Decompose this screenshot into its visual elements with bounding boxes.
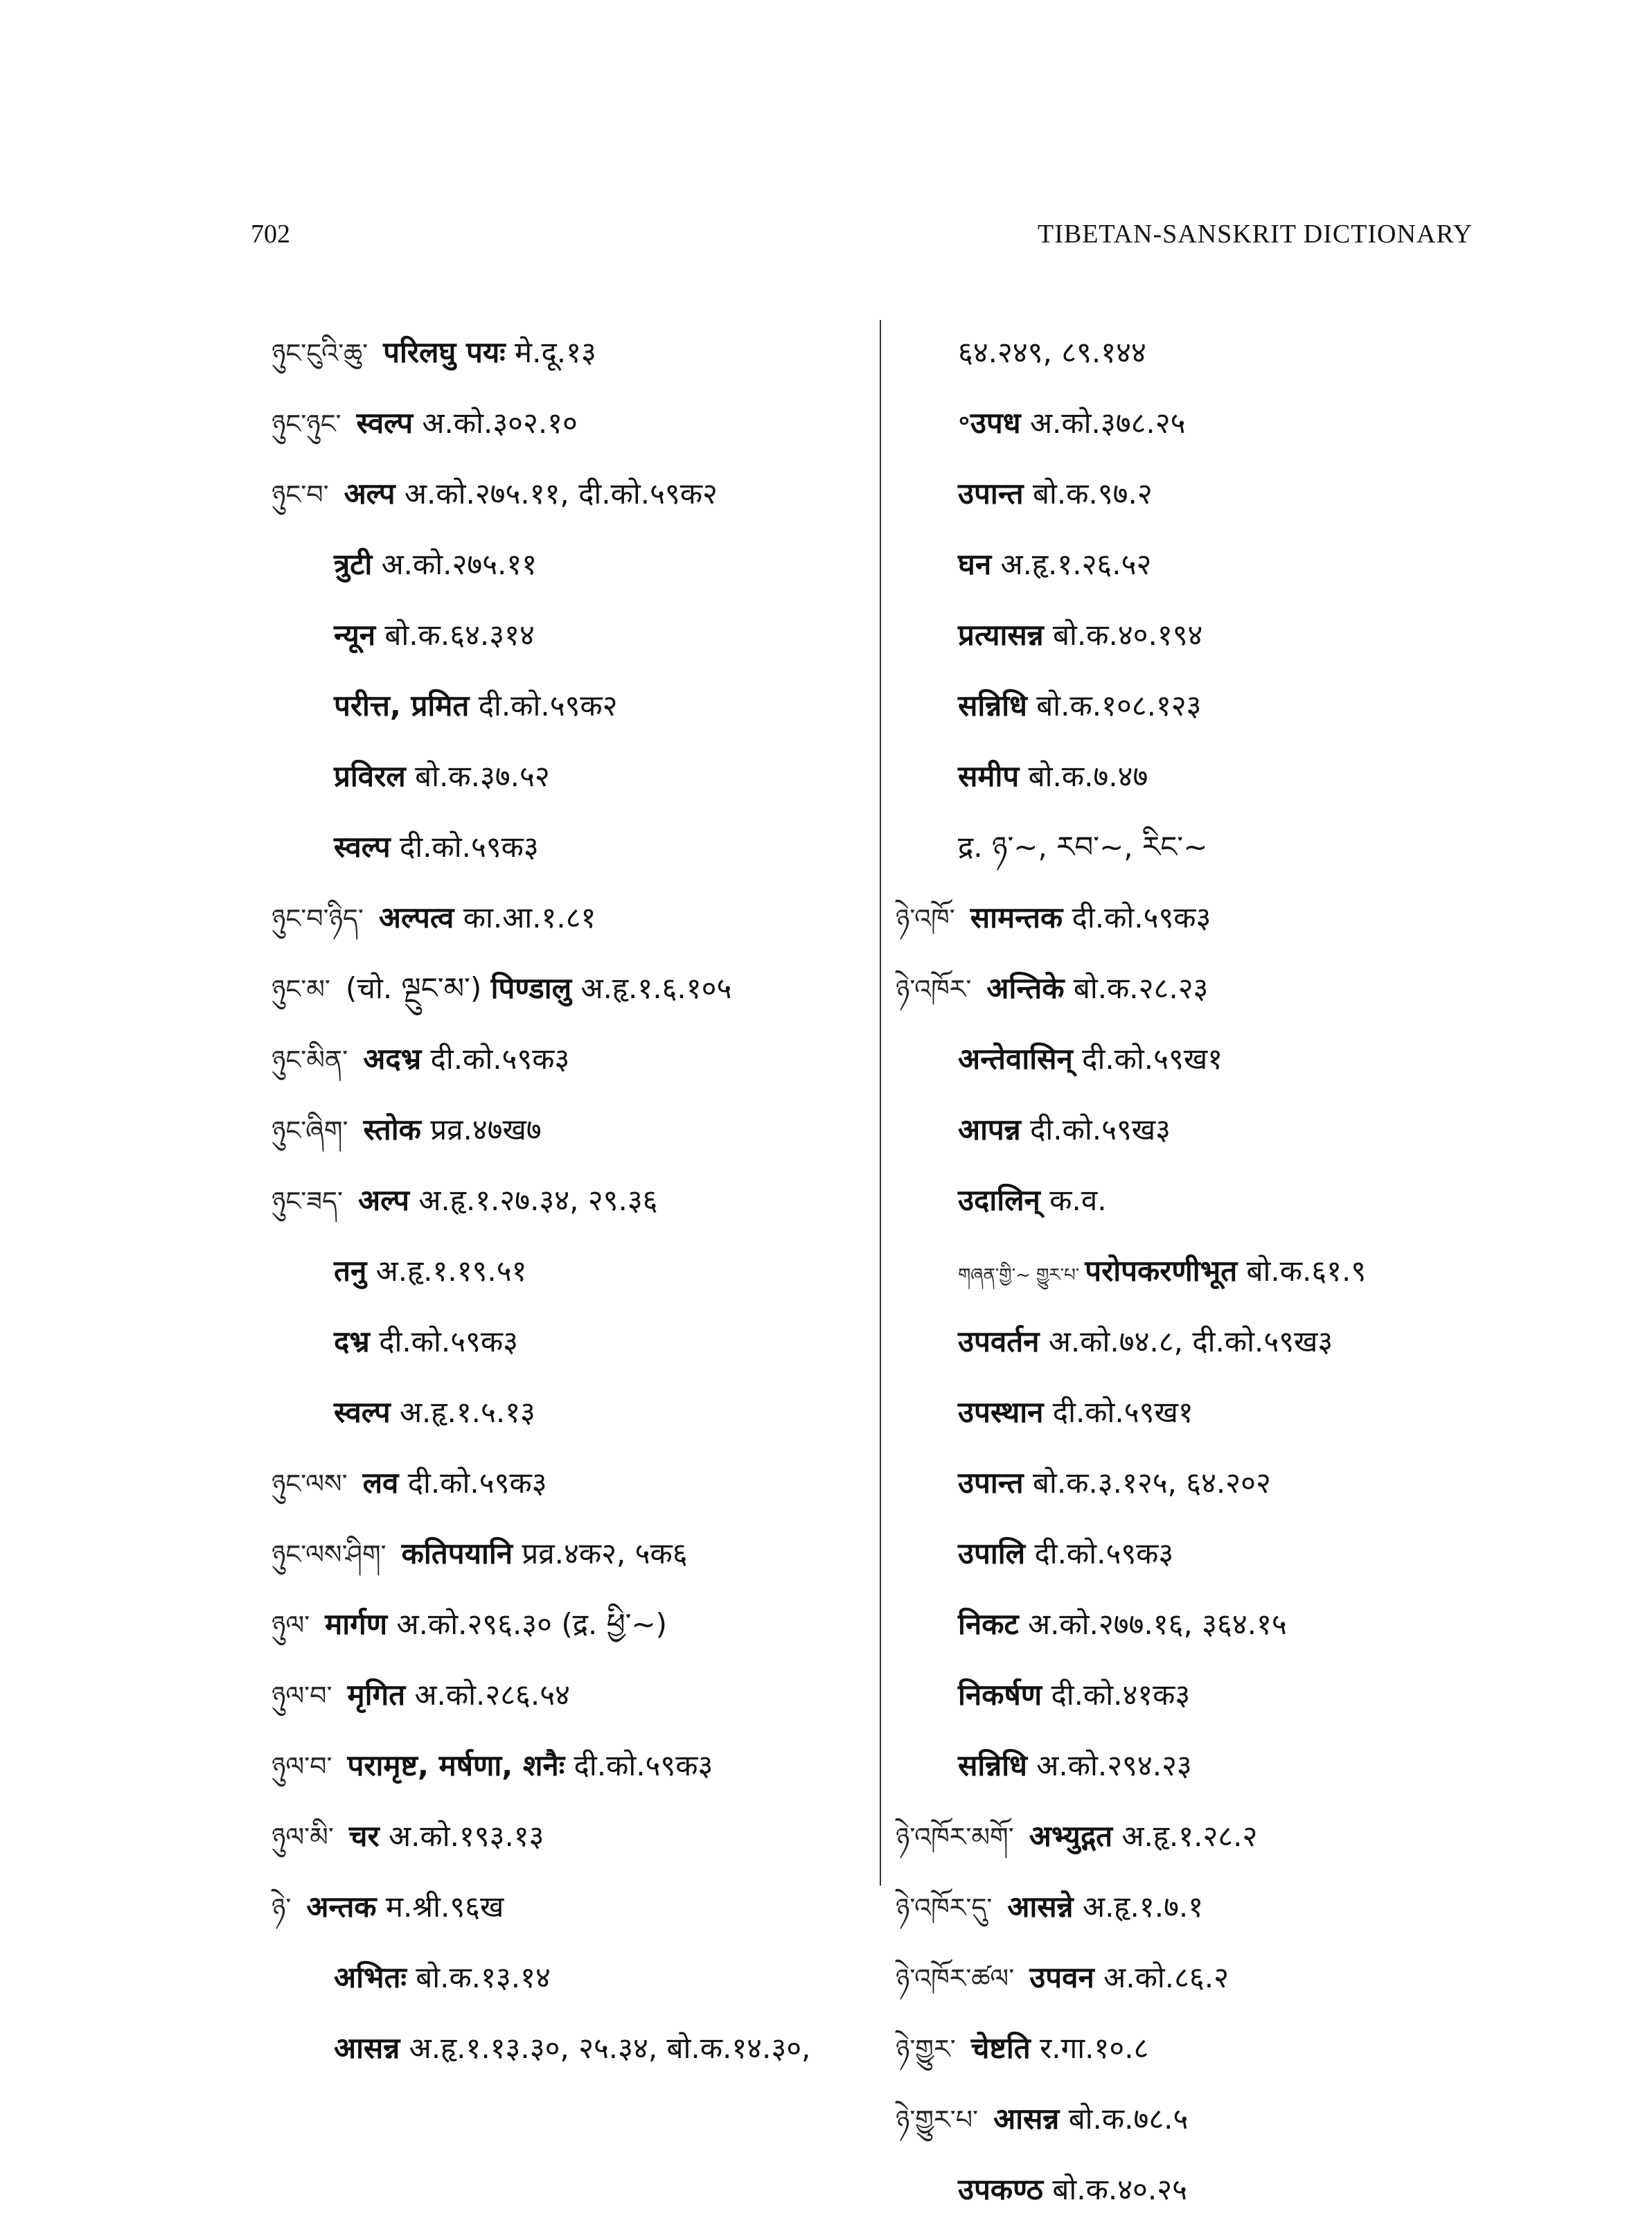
sanskrit-equivalent: उपवर्तन: [958, 1324, 1040, 1358]
sanskrit-equivalent: अल्प: [344, 477, 396, 511]
sanskrit-equivalent: परामृष्ट, मर्षणा, शनैः: [347, 1748, 565, 1782]
entry-sense: [896, 1165, 1540, 1236]
sanskrit-equivalent: तनु: [334, 1254, 367, 1288]
dictionary-entry: [896, 1801, 1540, 1872]
sanskrit-equivalent: उपालि: [958, 1536, 1026, 1570]
right-column: [896, 317, 1540, 2225]
sanskrit-equivalent: उपान्त: [958, 1466, 1024, 1500]
tibetan-headword: ཉེ་འཁོར་དུ་: [896, 1892, 993, 1923]
source-reference: ६४.२४९, ८९.१४४: [958, 335, 1146, 369]
left-column: [272, 317, 867, 2084]
source-reference: बो.क.४०.१९४: [1053, 618, 1203, 652]
sanskrit-equivalent: स्वल्प: [334, 1395, 391, 1429]
entry-sense: [272, 2013, 867, 2084]
entry-sense: [272, 1942, 867, 2013]
entry-sense: [896, 1448, 1540, 1518]
running-head: TIBETAN-SANSKRIT DICTIONARY: [1038, 220, 1473, 249]
tibetan-headword: ཉུང་ལས་: [272, 1469, 348, 1499]
entry-sense: [896, 1306, 1540, 1377]
sanskrit-equivalent: अल्प: [357, 1183, 409, 1217]
sanskrit-equivalent: न्यून: [334, 618, 376, 652]
entry-sense: [896, 1024, 1540, 1094]
sanskrit-equivalent: प्रविरल: [334, 759, 406, 793]
entry-sense: [896, 741, 1540, 812]
tibetan-headword: ཉུང་ཉུང་: [272, 409, 341, 439]
column-divider: [880, 320, 881, 1886]
entry-sense: [896, 529, 1540, 600]
source-reference: दी.को.५९क२: [478, 689, 618, 723]
sanskrit-equivalent: आसन्न: [334, 2031, 400, 2065]
sanskrit-equivalent: उदालिन्: [958, 1183, 1040, 1217]
sanskrit-equivalent: सन्निधि: [958, 689, 1027, 723]
entry-sense: [896, 812, 1540, 883]
source-reference: अ.हृ.१.७.१: [1082, 1890, 1204, 1924]
sanskrit-equivalent: पिण्डालु: [490, 971, 572, 1005]
source-reference: दी.को.५९क३: [1072, 901, 1211, 934]
sanskrit-equivalent: स्वल्प: [356, 406, 414, 440]
dictionary-entry: [272, 1660, 867, 1730]
sanskrit-equivalent: आसन्ने: [1007, 1890, 1074, 1924]
source-reference: दी.को.५९क३: [407, 1466, 547, 1500]
entry-sense: [896, 671, 1540, 741]
source-reference: दी.को.५९क३: [379, 1324, 518, 1358]
entry-sense: [896, 600, 1540, 671]
tibetan-headword: ཉེ་འཁོ་: [896, 903, 955, 934]
source-reference: बो.क.३.१२५, ६४.२०२: [1033, 1466, 1271, 1500]
entry-sense: [896, 1660, 1540, 1730]
sanskrit-equivalent: सामन्तक: [970, 901, 1063, 934]
sanskrit-equivalent: निकट: [958, 1607, 1019, 1641]
dictionary-entry: [272, 459, 867, 529]
sanskrit-equivalent: उपकण्ठ: [958, 2172, 1044, 2206]
sanskrit-equivalent: कतिपयानि: [401, 1536, 513, 1570]
dictionary-entry: [896, 2084, 1540, 2154]
entry-sense: [896, 459, 1540, 529]
source-reference: प्रव्र.४क२, ५क६: [522, 1536, 688, 1570]
source-reference: दी.को.५९क३: [430, 1042, 570, 1076]
sanskrit-equivalent: सन्निधि: [958, 1748, 1027, 1782]
source-reference: अ.हृ.१.२६.५२: [1000, 547, 1152, 581]
sanskrit-equivalent: अभ्युद्गत: [1029, 1819, 1113, 1853]
sanskrit-equivalent: अदभ्र: [363, 1042, 422, 1076]
entry-sense: [896, 388, 1540, 459]
source-reference: बो.क.७८.५: [1068, 2102, 1189, 2136]
entry-sense: [896, 317, 1540, 388]
source-reference: अ.हृ.१.२८.२: [1121, 1819, 1258, 1853]
source-reference: दी.को.५९क३: [399, 830, 539, 864]
entry-sense: [272, 1236, 867, 1306]
source-reference: अ.हृ.१.५.१३: [399, 1395, 535, 1429]
dictionary-entry: [896, 953, 1540, 1024]
tibetan-headword: ཉེ་གྱུར་: [896, 2034, 956, 2064]
dictionary-entry: [896, 1942, 1540, 2013]
entry-lead-mark: ॰: [958, 406, 970, 440]
source-reference: दी.को.५९ख१: [1082, 1042, 1223, 1076]
sanskrit-equivalent: परीत्त, प्रमित: [334, 689, 470, 723]
tibetan-headword: ཉེ་འཁོར་ཚལ་: [896, 1963, 1015, 1994]
source-reference: बो.क.१३.१४: [416, 1960, 551, 1994]
dictionary-entry: [272, 1024, 867, 1094]
entry-sense: [272, 812, 867, 883]
source-reference: दी.को.४१क३: [1051, 1678, 1191, 1712]
tibetan-headword: ཉུལ་མི་: [272, 1822, 334, 1852]
sanskrit-equivalent: उपध: [970, 406, 1021, 440]
dictionary-entry: [272, 1730, 867, 1801]
source-reference: अ.को.३०२.१०: [422, 406, 578, 440]
dictionary-entry: [272, 1589, 867, 1660]
entry-sense: [272, 600, 867, 671]
source-reference: अ.को.२७५.११: [381, 547, 538, 581]
sanskrit-equivalent: स्तोक: [363, 1112, 421, 1146]
entry-sense: [896, 1236, 1540, 1306]
sanskrit-equivalent: आसन्न: [993, 2102, 1060, 2136]
source-reference: का.आ.१.८१: [463, 901, 596, 934]
tibetan-headword: ཉུང་ཟད་: [272, 1186, 343, 1216]
source-reference: अ.हृ.१.६.१०५: [580, 971, 732, 1005]
sanskrit-equivalent: निकर्षण: [958, 1678, 1042, 1712]
source-reference: अ.को.२७५.११, दी.को.५९क२: [404, 477, 718, 511]
tibetan-phrase: གཞན་གྱི་~ གྱུར་པ་: [958, 1265, 1080, 1286]
dictionary-entry: [272, 1165, 867, 1236]
source-reference: अ.को.१९३.१३: [389, 1819, 544, 1853]
tibetan-headword: ཉུང་མིན་: [272, 1045, 348, 1075]
source-reference: द्र. ཉ་~, རབ་~, རིང་~: [958, 830, 1208, 864]
sanskrit-equivalent: प्रत्यासन्न: [958, 618, 1044, 652]
sanskrit-equivalent: आपन्न: [958, 1112, 1021, 1146]
sanskrit-equivalent: अन्तिके: [986, 971, 1065, 1005]
page-number: 702: [251, 220, 290, 249]
entry-sense: [272, 741, 867, 812]
sanskrit-equivalent: मृगित: [347, 1678, 406, 1712]
source-reference: बो.क.९७.२: [1033, 477, 1153, 511]
tibetan-headword: ཉེ་འཁོར་མགོ་: [896, 1822, 1014, 1852]
sanskrit-equivalent: दभ्र: [334, 1324, 370, 1358]
source-reference: अ.को.७४.८, दी.को.५९ख३: [1048, 1324, 1333, 1358]
tibetan-headword: ཉེ་གྱུར་པ་: [896, 2104, 979, 2135]
dictionary-entry: [896, 1872, 1540, 1942]
tibetan-headword: ཉུང་བ་ཉིད་: [272, 903, 364, 934]
source-reference: अ.हृ.१.२७.३४, २९.३६: [418, 1183, 658, 1217]
entry-sense: [896, 1730, 1540, 1801]
source-reference: अ.को.२७७.१६, ३६४.१५: [1027, 1607, 1287, 1641]
sanskrit-equivalent: चेष्टति: [970, 2031, 1031, 2065]
sanskrit-equivalent: अभितः: [334, 1960, 407, 1994]
entry-sense: [272, 671, 867, 741]
source-reference: दी.को.५९ख१: [1052, 1395, 1193, 1429]
source-reference: अ.को.२९६.३० (द्र. ཕྱི་~): [396, 1607, 668, 1641]
sanskrit-equivalent: उपान्त: [958, 477, 1024, 511]
source-reference: क.व.: [1049, 1183, 1107, 1217]
sanskrit-equivalent: त्रुटी: [334, 547, 373, 581]
dictionary-entry: [272, 317, 867, 388]
tibetan-headword: ཉེ་འཁོར་: [896, 974, 972, 1004]
sanskrit-equivalent: मार्गण: [325, 1607, 388, 1641]
tibetan-headword: ཉུལ་: [272, 1610, 310, 1640]
sanskrit-equivalent: परोपकरणीभूत: [1085, 1254, 1238, 1288]
dictionary-entry: [272, 1448, 867, 1518]
dictionary-entry: [272, 1518, 867, 1589]
tibetan-headword: ཉུང་ལས་ཤིག་: [272, 1539, 387, 1570]
dictionary-entry: [896, 2013, 1540, 2084]
sanskrit-equivalent: उपस्थान: [958, 1395, 1044, 1429]
tibetan-headword: ཉུང་ཞིག་: [272, 1115, 348, 1146]
entry-sense: [896, 1518, 1540, 1589]
dictionary-entry: [272, 953, 867, 1024]
dictionary-entry: [272, 1094, 867, 1165]
source-reference: बो.क.४०.२५: [1052, 2172, 1187, 2206]
tibetan-headword: ཉུང་ངུའི་ཆུ་: [272, 338, 368, 369]
source-reference: दी.को.५९ख३: [1030, 1112, 1171, 1146]
entry-sense: [896, 1377, 1540, 1448]
sanskrit-equivalent: समीप: [958, 759, 1020, 793]
source-reference: अ.हृ.१.१३.३०, २५.३४, बो.क.१४.३०,: [409, 2031, 811, 2065]
source-reference: अ.को.८६.२: [1103, 1960, 1229, 1994]
sanskrit-equivalent: घन: [958, 547, 992, 581]
source-reference: बो.क.७.४७: [1028, 759, 1148, 793]
tibetan-headword: ཉུང་བ་: [272, 479, 329, 510]
entry-sense: [896, 1589, 1540, 1660]
dictionary-entry: [272, 1872, 867, 1942]
source-reference: र.गा.१०.८: [1040, 2031, 1149, 2065]
source-reference: अ.को.३७८.२५: [1029, 406, 1186, 440]
source-reference: बो.क.२८.२३: [1073, 971, 1209, 1005]
source-reference: प्रव्र.४७ख७: [430, 1112, 542, 1146]
sanskrit-equivalent: चर: [348, 1819, 380, 1853]
tibetan-headword: ཉེ་: [272, 1892, 292, 1923]
source-reference: अ.हृ.१.१९.५१: [375, 1254, 527, 1288]
source-reference: बो.क.१०८.१२३: [1036, 689, 1202, 723]
source-reference: म.श्री.९६ख: [385, 1890, 504, 1924]
source-reference: दी.को.५९क३: [1034, 1536, 1174, 1570]
source-reference: दी.को.५९क३: [574, 1748, 713, 1782]
entry-sense: [272, 529, 867, 600]
sanskrit-equivalent: परिलघु पयः: [383, 335, 506, 369]
entry-sense: [896, 1094, 1540, 1165]
dictionary-entry: [272, 1801, 867, 1872]
sanskrit-equivalent: अल्पत्व: [378, 901, 454, 934]
entry-sense: [272, 1377, 867, 1448]
sanskrit-equivalent: स्वल्प: [334, 830, 391, 864]
sanskrit-equivalent: लव: [362, 1466, 399, 1500]
dictionary-entry: [272, 883, 867, 953]
entry-sense: [896, 2154, 1540, 2225]
variant-note: (चो. ལྔུང་མ་): [345, 971, 482, 1005]
dictionary-entry: [896, 883, 1540, 953]
dictionary-entry: [272, 388, 867, 459]
source-reference: मे.दू.१३: [515, 335, 596, 369]
sanskrit-equivalent: अन्तेवासिन्: [958, 1042, 1073, 1076]
tibetan-headword: ཉུལ་བ་: [272, 1681, 332, 1711]
source-reference: अ.को.२८६.५४: [414, 1678, 570, 1712]
entry-sense: [272, 1306, 867, 1377]
source-reference: अ.को.२९४.२३: [1036, 1748, 1192, 1782]
sanskrit-equivalent: अन्तक: [306, 1890, 377, 1924]
source-reference: बो.क.६४.३१४: [384, 618, 535, 652]
source-reference: बो.क.६१.९: [1246, 1254, 1367, 1288]
tibetan-headword: ཉུལ་བ་: [272, 1751, 332, 1782]
source-reference: बो.क.३७.५२: [415, 759, 550, 793]
sanskrit-equivalent: उपवन: [1029, 1960, 1094, 1994]
tibetan-headword: ཉུང་མ་: [272, 974, 330, 1004]
